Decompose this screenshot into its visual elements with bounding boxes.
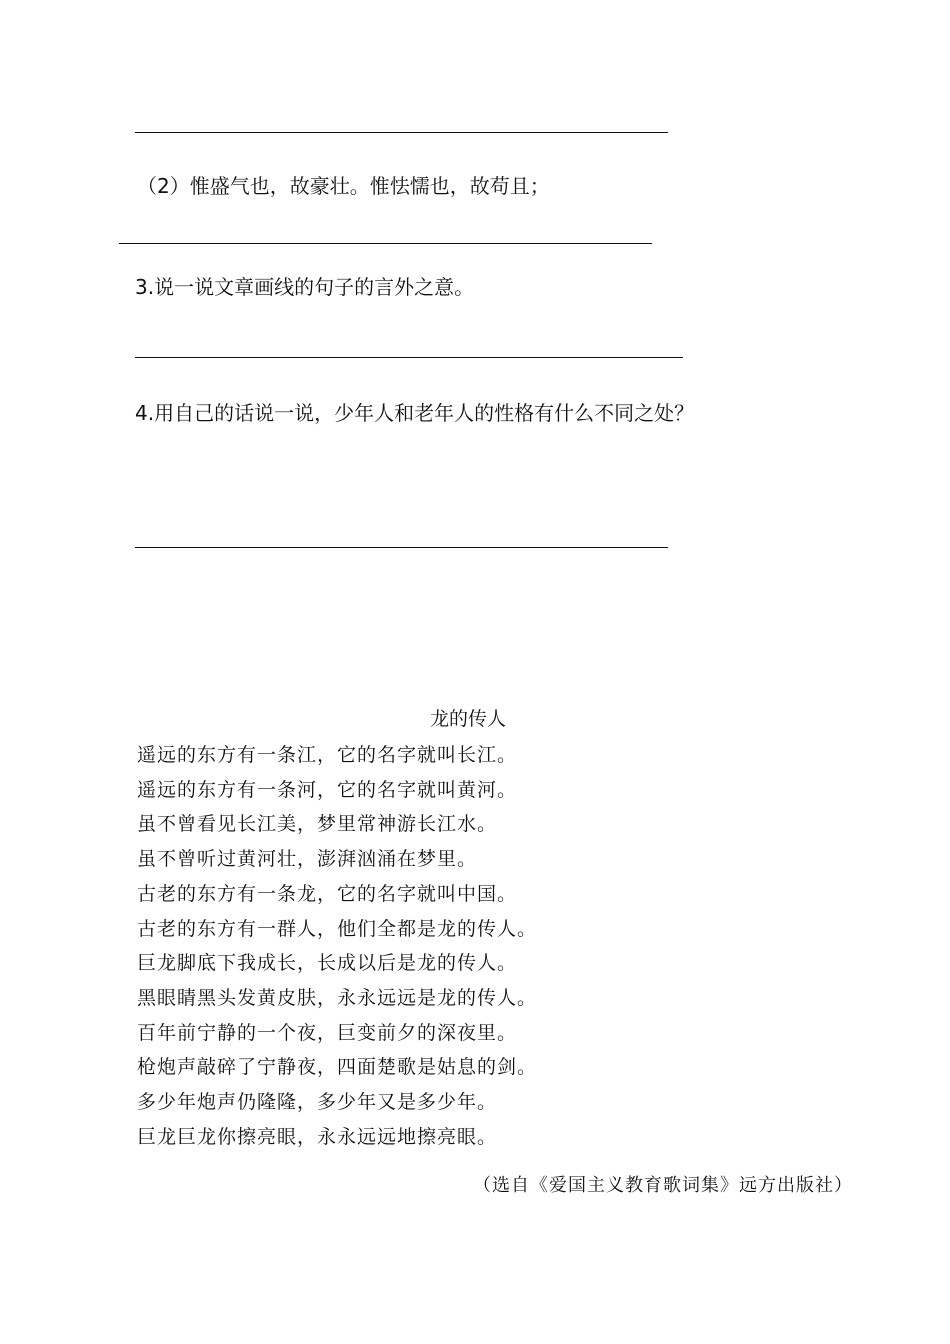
- poem-line: 遥远的东方有一条河，它的名字就叫黄河。: [137, 778, 518, 801]
- question-3: 3.说一说文章画线的句子的言外之意。: [135, 275, 475, 299]
- poem-source: （选自《爱国主义教育歌词集》远方出版社）: [473, 1175, 853, 1196]
- poem-line: 虽不曾看见长江美，梦里常神游长江水。: [137, 813, 498, 836]
- poem-line: 巨龙脚底下我成长，长成以后是龙的传人。: [137, 952, 518, 975]
- poem-line: 黑眼睛黑头发黄皮肤，永永远远是龙的传人。: [137, 986, 538, 1009]
- question-2-2: （2）惟盛气也，故豪壮。惟怯懦也，故苟且；: [137, 174, 550, 198]
- poem-line: 枪炮声敲碎了宁静夜，四面楚歌是姑息的剑。: [137, 1056, 538, 1079]
- poem-line: 巨龙巨龙你擦亮眼，永永远远地擦亮眼。: [137, 1125, 498, 1148]
- answer-line-1[interactable]: [135, 132, 668, 133]
- poem-line: 虽不曾听过黄河壮，澎湃汹涌在梦里。: [137, 848, 478, 871]
- question-4: 4.用自己的话说一说，少年人和老年人的性格有什么不同之处？: [135, 401, 695, 425]
- answer-line-4[interactable]: [135, 547, 668, 548]
- answer-line-2[interactable]: [119, 243, 652, 244]
- poem-line: 遥远的东方有一条江，它的名字就叫长江。: [137, 744, 518, 766]
- poem-title: 龙的传人: [430, 708, 507, 730]
- poem-line: 古老的东方有一群人，他们全都是龙的传人。: [137, 917, 538, 940]
- poem-line: 古老的东方有一条龙，它的名字就叫中国。: [137, 882, 518, 905]
- answer-line-3[interactable]: [135, 357, 683, 358]
- poem-line: 百年前宁静的一个夜，巨变前夕的深夜里。: [137, 1021, 518, 1044]
- poem-line: 多少年炮声仍隆隆，多少年又是多少年。: [137, 1091, 498, 1114]
- poem-body: [137, 738, 537, 1154]
